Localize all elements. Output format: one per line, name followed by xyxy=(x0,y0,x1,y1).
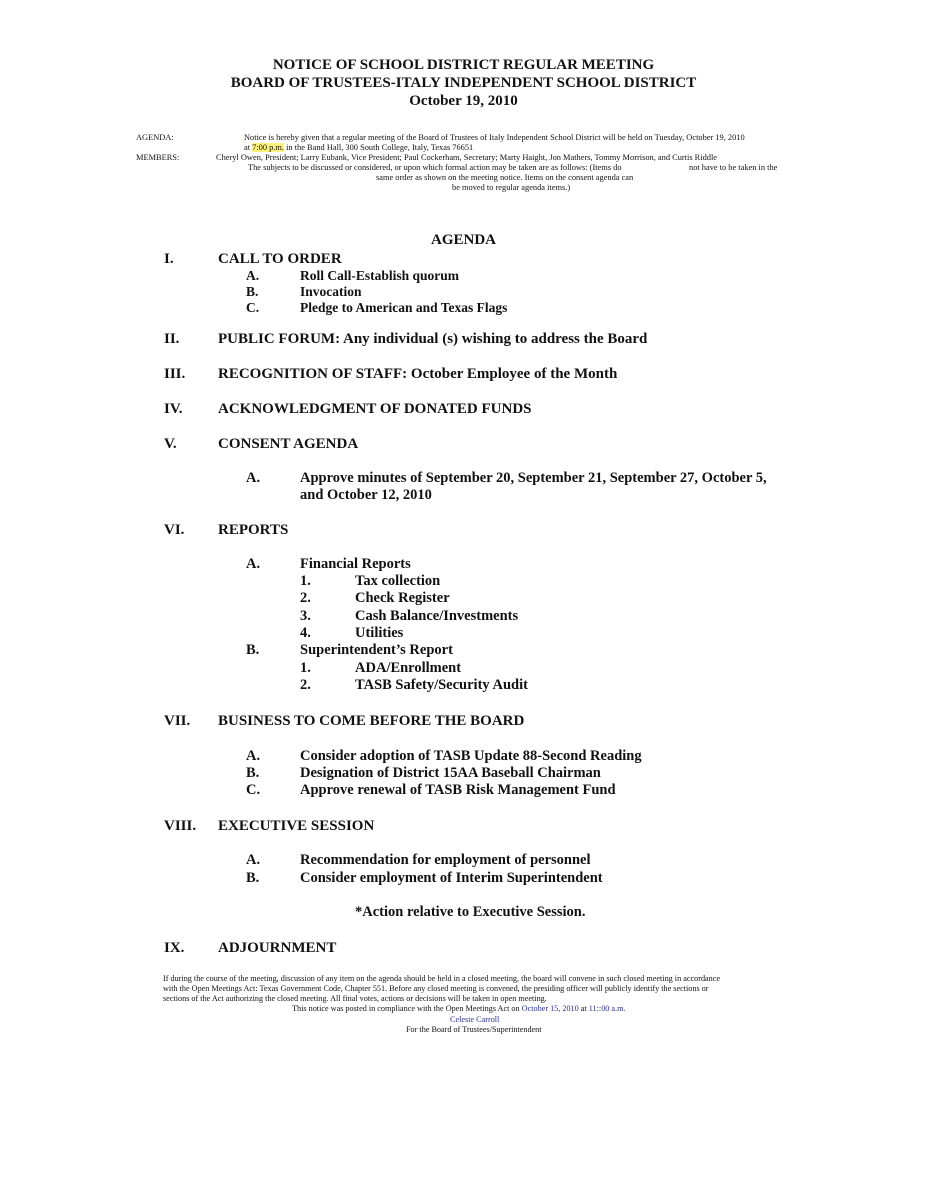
subitem-utilities: Utilities xyxy=(355,625,404,641)
subitem-label: 4. xyxy=(300,625,311,641)
footer-para-line1: If during the course of the meeting, discussion of any item on the agenda should be held in a closed meeting, the board will convene in such closed meeting in accordance xyxy=(163,974,721,983)
item-pledge: Pledge to American and Texas Flags xyxy=(300,300,508,315)
item-interim-superintendent: Consider employment of Interim Superintendent xyxy=(300,870,603,886)
executive-session-note: *Action relative to Executive Session. xyxy=(355,904,586,920)
posted-time: 11::00 a.m. xyxy=(588,1004,626,1013)
section-numeral: V. xyxy=(164,436,177,452)
section-numeral: III. xyxy=(164,366,186,382)
section-numeral: II. xyxy=(164,331,180,347)
item-invocation: Invocation xyxy=(300,284,362,299)
section-donated-funds: ACKNOWLEDGMENT OF DONATED FUNDS xyxy=(218,401,532,417)
subitem-tax-collection: Tax collection xyxy=(355,573,441,589)
subjects-line1: The subjects to be discussed or considered, or upon which formal action may be taken are as follows: (Items do xyxy=(248,163,622,172)
item-label: A. xyxy=(246,748,261,764)
section-numeral: IV. xyxy=(164,401,183,417)
subjects-line1b: not have to be taken in the xyxy=(689,163,778,172)
item-risk-management: Approve renewal of TASB Risk Management Fund xyxy=(300,782,616,798)
meeting-time-highlight: 7:00 p.m. xyxy=(252,143,285,152)
subjects-line3: be moved to regular agenda items.) xyxy=(452,183,571,192)
posted-date: October 15, 2010 xyxy=(521,1004,579,1013)
notice-text-line1: Notice is hereby given that a regular meeting of the Board of Trustees of Italy Independent School District will be held on Tuesday, October 19, 2010 xyxy=(244,133,745,142)
section-reports: REPORTS xyxy=(218,522,289,538)
subjects-line2: same order as shown on the meeting notice. Items on the consent agenda can xyxy=(376,173,634,182)
item-label: C. xyxy=(246,782,261,798)
section-recognition: RECOGNITION OF STAFF: October Employee of the Month xyxy=(218,366,618,382)
item-label: B. xyxy=(246,284,259,299)
signer-role: For the Board of Trustees/Superintendent xyxy=(406,1025,542,1034)
notice-location: in the Band Hall, 300 South College, Italy, Texas 76651 xyxy=(284,143,474,152)
members-list: Cheryl Owen, President; Larry Eubank, Vice President; Paul Cockerham, Secretary; Marty Haight, Jon Mathers, Tommy Morrison, and Curtis Riddle xyxy=(216,153,718,162)
members-label: MEMBERS: xyxy=(136,153,180,162)
subitem-label: 2. xyxy=(300,590,311,606)
item-label: A. xyxy=(246,268,260,283)
item-baseball-chairman: Designation of District 15AA Baseball Chairman xyxy=(300,765,601,781)
notice-title: NOTICE OF SCHOOL DISTRICT REGULAR MEETING xyxy=(272,57,655,73)
item-roll-call: Roll Call-Establish quorum xyxy=(300,268,460,283)
section-call-to-order: CALL TO ORDER xyxy=(218,251,342,267)
section-numeral: VI. xyxy=(164,522,185,538)
subitem-label: 1. xyxy=(300,573,311,589)
posted-at: at xyxy=(578,1004,589,1013)
subitem-label: 1. xyxy=(300,660,311,676)
item-tasb-update: Consider adoption of TASB Update 88-Second Reading xyxy=(300,748,642,764)
agenda-label: AGENDA: xyxy=(136,133,174,142)
section-numeral: VIII. xyxy=(164,818,197,834)
item-approve-minutes: Approve minutes of September 20, September 21, September 27, October 5, xyxy=(300,470,767,486)
meeting-date: October 19, 2010 xyxy=(409,93,518,109)
item-label: B. xyxy=(246,765,260,781)
posted-notice xyxy=(292,1004,626,1014)
subitem-cash-balance: Cash Balance/Investments xyxy=(355,608,519,624)
subitem-label: 2. xyxy=(300,677,311,693)
item-employment-personnel: Recommendation for employment of personnel xyxy=(300,852,591,868)
agenda-heading: AGENDA xyxy=(430,232,496,248)
board-title: BOARD OF TRUSTEES-ITALY INDEPENDENT SCHOOL DISTRICT xyxy=(230,75,697,91)
item-label: A. xyxy=(246,556,261,572)
section-public-forum: PUBLIC FORUM: Any individual (s) wishing to address the Board xyxy=(218,331,648,347)
subitem-label: 3. xyxy=(300,608,311,624)
subitem-check-register: Check Register xyxy=(355,590,450,606)
section-numeral: IX. xyxy=(164,940,185,956)
item-label: A. xyxy=(246,470,261,486)
notice-text-line2 xyxy=(244,143,473,153)
item-approve-minutes-cont: and October 12, 2010 xyxy=(300,487,432,503)
footer-para-line2: with the Open Meetings Act: Texas Government Code, Chapter 551. Before any closed meeting is convened, the presiding officer will publicly identify the sections or xyxy=(163,984,709,993)
section-executive-session: EXECUTIVE SESSION xyxy=(218,818,375,834)
section-consent-agenda: CONSENT AGENDA xyxy=(218,436,359,452)
subitem-ada-enrollment: ADA/Enrollment xyxy=(355,660,462,676)
section-business: BUSINESS TO COME BEFORE THE BOARD xyxy=(218,713,525,729)
signer-name: Celeste Carroll xyxy=(450,1015,500,1024)
item-label: B. xyxy=(246,642,260,658)
item-label: C. xyxy=(246,300,260,315)
notice-prefix: at xyxy=(244,143,253,152)
section-numeral: I. xyxy=(164,251,174,267)
item-superintendent-report: Superintendent’s Report xyxy=(300,642,453,658)
section-numeral: VII. xyxy=(164,713,191,729)
posted-prefix: This notice was posted in compliance with the Open Meetings Act on xyxy=(292,1004,522,1013)
footer-para-line3: sections of the Act authorizing the closed meeting. All final votes, actions or decisions will be taken in open meeting. xyxy=(163,994,547,1003)
item-label: A. xyxy=(246,852,261,868)
section-adjournment: ADJOURNMENT xyxy=(218,940,337,956)
item-financial-reports: Financial Reports xyxy=(300,556,411,572)
subitem-tasb-audit: TASB Safety/Security Audit xyxy=(355,677,528,693)
item-label: B. xyxy=(246,870,260,886)
